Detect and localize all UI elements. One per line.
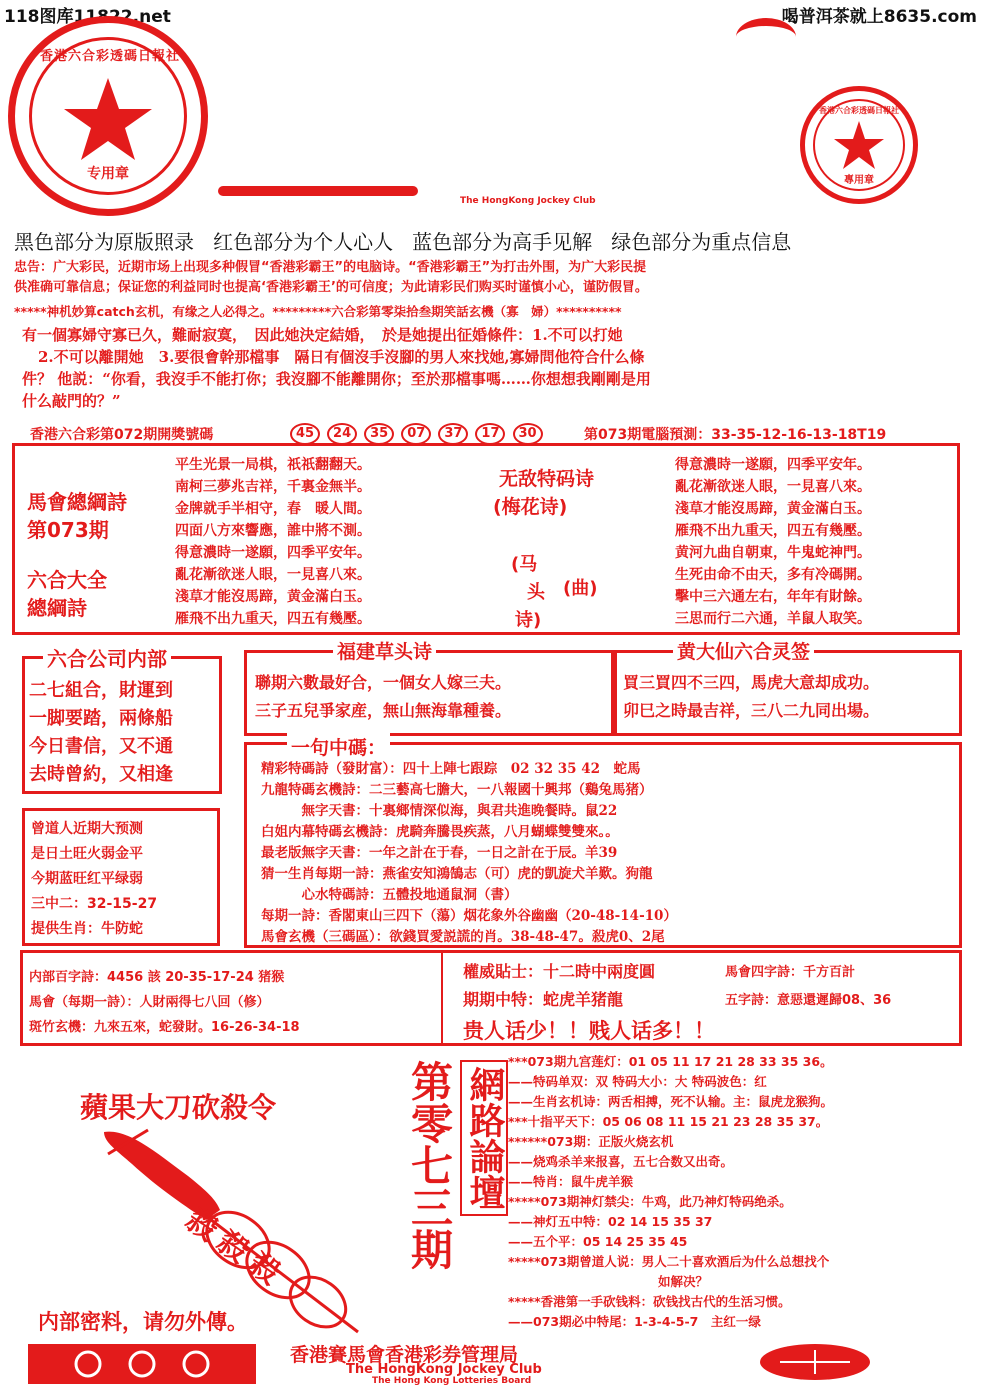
draw-ball: 07 [401, 423, 431, 445]
slogan: 贵人话少！！贱人话多！！ [463, 1019, 715, 1043]
br-line: ——神灯五中特：02 14 15 35 37 [508, 1214, 713, 1229]
poem-b-line: 擊中三六通左右，年年有財餘。 [675, 589, 871, 605]
footer-logo-left [28, 1344, 256, 1384]
br-line: ******073期：正版火烧玄机 [508, 1134, 674, 1149]
poem-a-line: 平生光景一局棋，祇祇翻翻天。 [175, 457, 371, 473]
mid-note-1: (马 [511, 554, 538, 575]
stamp-left-text: 香港六合彩透碼日報社 [39, 49, 180, 64]
zengdao-line: 是日土旺火弱金平 [31, 846, 143, 862]
internal-divider [441, 953, 443, 1043]
poem-a-line: 得意濃時一遂願，四季平安年。 [175, 545, 371, 561]
bottom-right-lines [508, 1052, 833, 1332]
riddle-title: *****神机妙算catch玄机，有缘之人必得之。*********六合彩第零柒拾叁期笑話玄機（寡 婦）********** [14, 304, 622, 319]
one-sentence-line: 心水特碼詩：五體投地通鼠洞（書） [261, 887, 518, 903]
poem-a [175, 454, 371, 630]
internal-line: 内部百字詩：4456 該 20-35-17-24 猪猴 [29, 970, 285, 985]
internal-box [20, 950, 962, 1046]
poem-box-title-3: 六合大全 [27, 568, 107, 592]
draw-ball: 30 [513, 423, 543, 445]
one-sentence-line: 白姐内幕特碼玄機詩：虎騎奔騰畏疾蒸，八月蝴蝶雙雙來。。 [261, 824, 619, 840]
draw-ball: 17 [475, 423, 505, 445]
poem-a-line: 淺草才能沒馬蹄，黄金滿白玉。 [175, 589, 371, 605]
one-sentence-line: 無字天書：十裏鄉情深似海，與君共進晚餐時。鼠22 [261, 803, 618, 819]
site-label-left: 118图库11822.net [4, 7, 171, 27]
br-line: ***十指平天下：05 06 08 11 15 21 23 28 35 37。 [508, 1114, 829, 1129]
zengdao-line: 今期蓝旺红平绿弱 [31, 871, 143, 887]
poem-a-line: 四面八方來響應，誰中將不測。 [175, 523, 371, 539]
huangdaxian-box [614, 641, 962, 736]
jockey-small-label: The HongKong Jockey Club [460, 196, 596, 206]
legend-blue: 蓝色部分为高手见解 [412, 230, 593, 254]
legend-black: 黑色部分为原版照录 [14, 230, 194, 254]
official-stamp-right [800, 86, 918, 204]
five-char-poem: 五字詩：意惡還遲歸08、36 [725, 993, 892, 1008]
footer-logo-right [760, 1344, 870, 1380]
br-line: ——五个平：05 14 25 35 45 [508, 1234, 688, 1249]
huangdaxian-line: 買三買四不三四，馬虎大意却成功。 [623, 673, 880, 692]
br-line: ——特肖：鼠牛虎羊猴 [508, 1174, 634, 1189]
riddle-line-3: 件？ 他説：“你看，我沒手不能打你；我沒腳不能離開你；至於那檔事嗎……你想想我剛剛是用 [22, 370, 651, 388]
fujian-box [244, 641, 614, 736]
notice-line-1: 忠告：广大彩民，近期市场上出现多种假冒“香港彩霸王”的电脑诗。“香港彩霸王”为打击外围，为广大彩民提 [14, 260, 647, 275]
zengdao-line: 提供生肖：牛防蛇 [31, 921, 143, 937]
legend-red: 红色部分为个人心人 [213, 230, 394, 254]
one-sentence-line: 精彩特碼詩（發財富）：四十上陣七跟踪 02 32 35 42 蛇馬 [261, 761, 641, 777]
zengdao-line: 三中二：32-15-27 [31, 896, 158, 912]
header-bar [218, 186, 418, 196]
emblem-icon [760, 1344, 870, 1380]
draw-ball: 45 [290, 423, 320, 445]
br-line: ——烧鸡杀羊来报喜，五七合数又出奇。 [508, 1154, 734, 1169]
internal-line: 斑竹玄機：九來五來，蛇發財。16-26-34-18 [29, 1020, 300, 1035]
riddle-line-1: 有一個寡婦守寡已久，難耐寂寞， 因此她決定結婚， 於是她提出征婚條件：1.不可以打她 [22, 326, 623, 344]
company-lines [29, 677, 173, 789]
company-line: 去時曾約，又相逢 [29, 764, 173, 785]
br-line: ——生肖玄机诗：两舌相搏，死不认输。主：鼠虎龙猴狗。 [508, 1094, 834, 1109]
stamp-right-sub: 專用章 [844, 175, 874, 186]
one-sentence-line: 每期一詩：香閣東山三四下（蕩）烟花象外谷幽幽（20-48-14-10） [261, 908, 677, 924]
poem-box-title-4: 總綱詩 [27, 596, 87, 620]
one-sentence-line: 馬會玄機（三碼區）：欲錢買愛説謊的肖。38-48-47。殺虎0、2尾 [261, 929, 665, 945]
color-legend [14, 226, 791, 255]
footer-agency: 香港賽馬會香港彩券管理局 [290, 1344, 519, 1366]
one-sentence-line: 九龍特碼玄機詩：二三藝高七膽大，一八報國十興邦（鷄兔馬猪） [261, 782, 653, 798]
poem-a-line: 南柯三夢兆吉祥，千裏金無半。 [175, 479, 371, 495]
blade-text: 殺殺殺 [179, 1202, 293, 1297]
company-line: 今日書信，又不通 [29, 736, 173, 757]
legend-green: 绿色部分为重点信息 [611, 230, 792, 254]
one-sentence-lines [261, 759, 677, 948]
poem-a-line: 雁飛不出九重天，四五有幾壓。 [175, 611, 371, 627]
br-line: ——073期必中特尾：1-3-4-5-7 主红一绿 [508, 1314, 761, 1329]
poem-a-line: 金牌就手半相守，春 暖人間。 [175, 501, 371, 517]
poem-a-line: 亂花漸欲迷人眼，一見喜八來。 [175, 567, 371, 583]
mid-note-3: 诗) [515, 610, 542, 631]
poem-b-line: 得意濃時一遂願，四季平安年。 [675, 457, 871, 473]
huangdaxian-line: 卯巳之時最吉祥，三八二九同出場。 [623, 701, 880, 720]
poem-box [12, 443, 960, 635]
draw-label: 香港六合彩第072期開獎號碼 [30, 427, 214, 443]
zengdao-box [22, 808, 220, 946]
authority-line-2: 期期中特：蛇虎羊猪龍 [463, 990, 624, 1009]
footer-lotteries: The Hong Kong Lotteries Board [372, 1376, 532, 1386]
mid-title-2: (梅花诗) [493, 496, 568, 518]
official-stamp-left [8, 16, 208, 216]
mid-note-4: (曲) [563, 578, 598, 599]
internal-note: 内部密料，请勿外傳。 [38, 1310, 248, 1334]
one-sentence-line: 猜一生肖每期一詩：燕雀安知鴻鵠志（可）虎的凱旋犬羊歎。狗龍 [261, 866, 653, 882]
mid-title-1: 无敌特码诗 [499, 468, 595, 490]
poem-b-line: 亂花漸欲迷人眼，一見喜八來。 [675, 479, 871, 495]
stamp-right-text: 香港六合彩透碼日報社 [819, 106, 899, 115]
poem-box-title-2: 第073期 [27, 518, 109, 542]
draw-numbers [290, 422, 545, 445]
fujian-title: 福建草头诗 [333, 637, 436, 664]
ornament-icon [28, 1344, 256, 1384]
br-line: *****073期神灯禁尖：牛鸡，此乃神灯特码绝杀。 [508, 1194, 792, 1209]
br-line: ***073期九宫莲灯：01 05 11 17 21 28 33 35 36。 [508, 1054, 833, 1069]
fujian-lines [255, 669, 511, 725]
company-box [22, 647, 222, 794]
poem-b-line: 三思而行二六通，羊鼠人取笑。 [675, 611, 871, 627]
one-sentence-line: 最老版無字天書：一年之計在于春，一日之計在于辰。羊39 [261, 845, 618, 861]
huangdaxian-title: 黄大仙六合灵签 [673, 637, 814, 664]
internal-line: 馬會（每期一詩）：人財兩得七八回（修） [29, 995, 270, 1010]
draw-ball: 37 [438, 423, 468, 445]
stamp-left-sub: 专用章 [87, 166, 129, 182]
issue-vertical: 第零七三期 [405, 1060, 454, 1270]
one-sentence-box [244, 737, 962, 948]
company-title: 六合公司内部 [43, 643, 171, 672]
poem-b-line: 淺草才能沒馬蹄，黄金滿白玉。 [675, 501, 871, 517]
draw-ball: 24 [327, 423, 357, 445]
br-line: *****073期曾道人说：男人二十喜欢酒后为什么总想找个 [508, 1254, 830, 1269]
br-line: *****香港第一手砍钱料：砍钱找古代的生活习惯。 [508, 1294, 791, 1309]
fujian-line: 三子五兒爭家産，無山無海靠種養。 [255, 701, 512, 720]
zengdao-lines [31, 817, 157, 942]
br-line: ——特码单双：双 特码大小：大 特码波色：红 [508, 1074, 767, 1089]
company-line: 二七組合，財運到 [29, 680, 173, 701]
decorative-swoosh [736, 18, 796, 56]
poem-b-line: 黄河九曲自朝東，牛鬼蛇神門。 [675, 545, 871, 561]
company-line: 一脚要踏，兩條船 [29, 708, 173, 729]
riddle-line-2: 2.不可以離開她 3.要很會幹那檔事 隔日有個沒手沒腳的男人來找她,寡婦問他符合什么條 [38, 348, 645, 366]
footer-jockey: The HongKong Jockey Club [346, 1362, 542, 1377]
riddle-line-4: 什么敲門的？” [22, 392, 121, 410]
fujian-line: 聯期六數最好合，一個女人嫁三夫。 [255, 673, 512, 692]
authority-line-1: 權威貼士：十二時中兩度圓 [463, 962, 656, 981]
site-label-right: 喝普洱茶就上8635.com [781, 7, 977, 27]
poem-box-title-1: 馬會總綱詩 [27, 490, 127, 514]
computer-forecast: 第073期電腦預測：33-35-12-16-13-18T19 [584, 427, 887, 443]
internal-lines [29, 965, 300, 1040]
huangdaxian-lines [623, 669, 879, 725]
mid-note-2: 头 [527, 582, 545, 603]
one-sentence-title: 一句中碼： [287, 733, 390, 760]
forum-vertical: 網路論壇 [460, 1060, 508, 1216]
notice-line-2: 供准确可靠信息；保证您的利益同时也提高‘香港彩霸王’的可信度；为此请彩民们购买时谨慎小心，谨防假冒。 [14, 280, 648, 295]
draw-ball: 35 [364, 423, 394, 445]
apple-blade-title: 蘋果大刀砍殺令 [80, 1091, 277, 1124]
four-char-poem: 馬會四字詩：千方百計 [725, 965, 856, 980]
poem-b [675, 454, 871, 630]
poem-b-line: 雁飛不出九重天，四五有幾壓。 [675, 523, 871, 539]
poem-b-line: 生死由命不由天，多有冷碼開。 [675, 567, 871, 583]
br-line: 如解决？ [508, 1274, 709, 1289]
zengdao-line: 曾道人近期大预测 [31, 821, 143, 837]
